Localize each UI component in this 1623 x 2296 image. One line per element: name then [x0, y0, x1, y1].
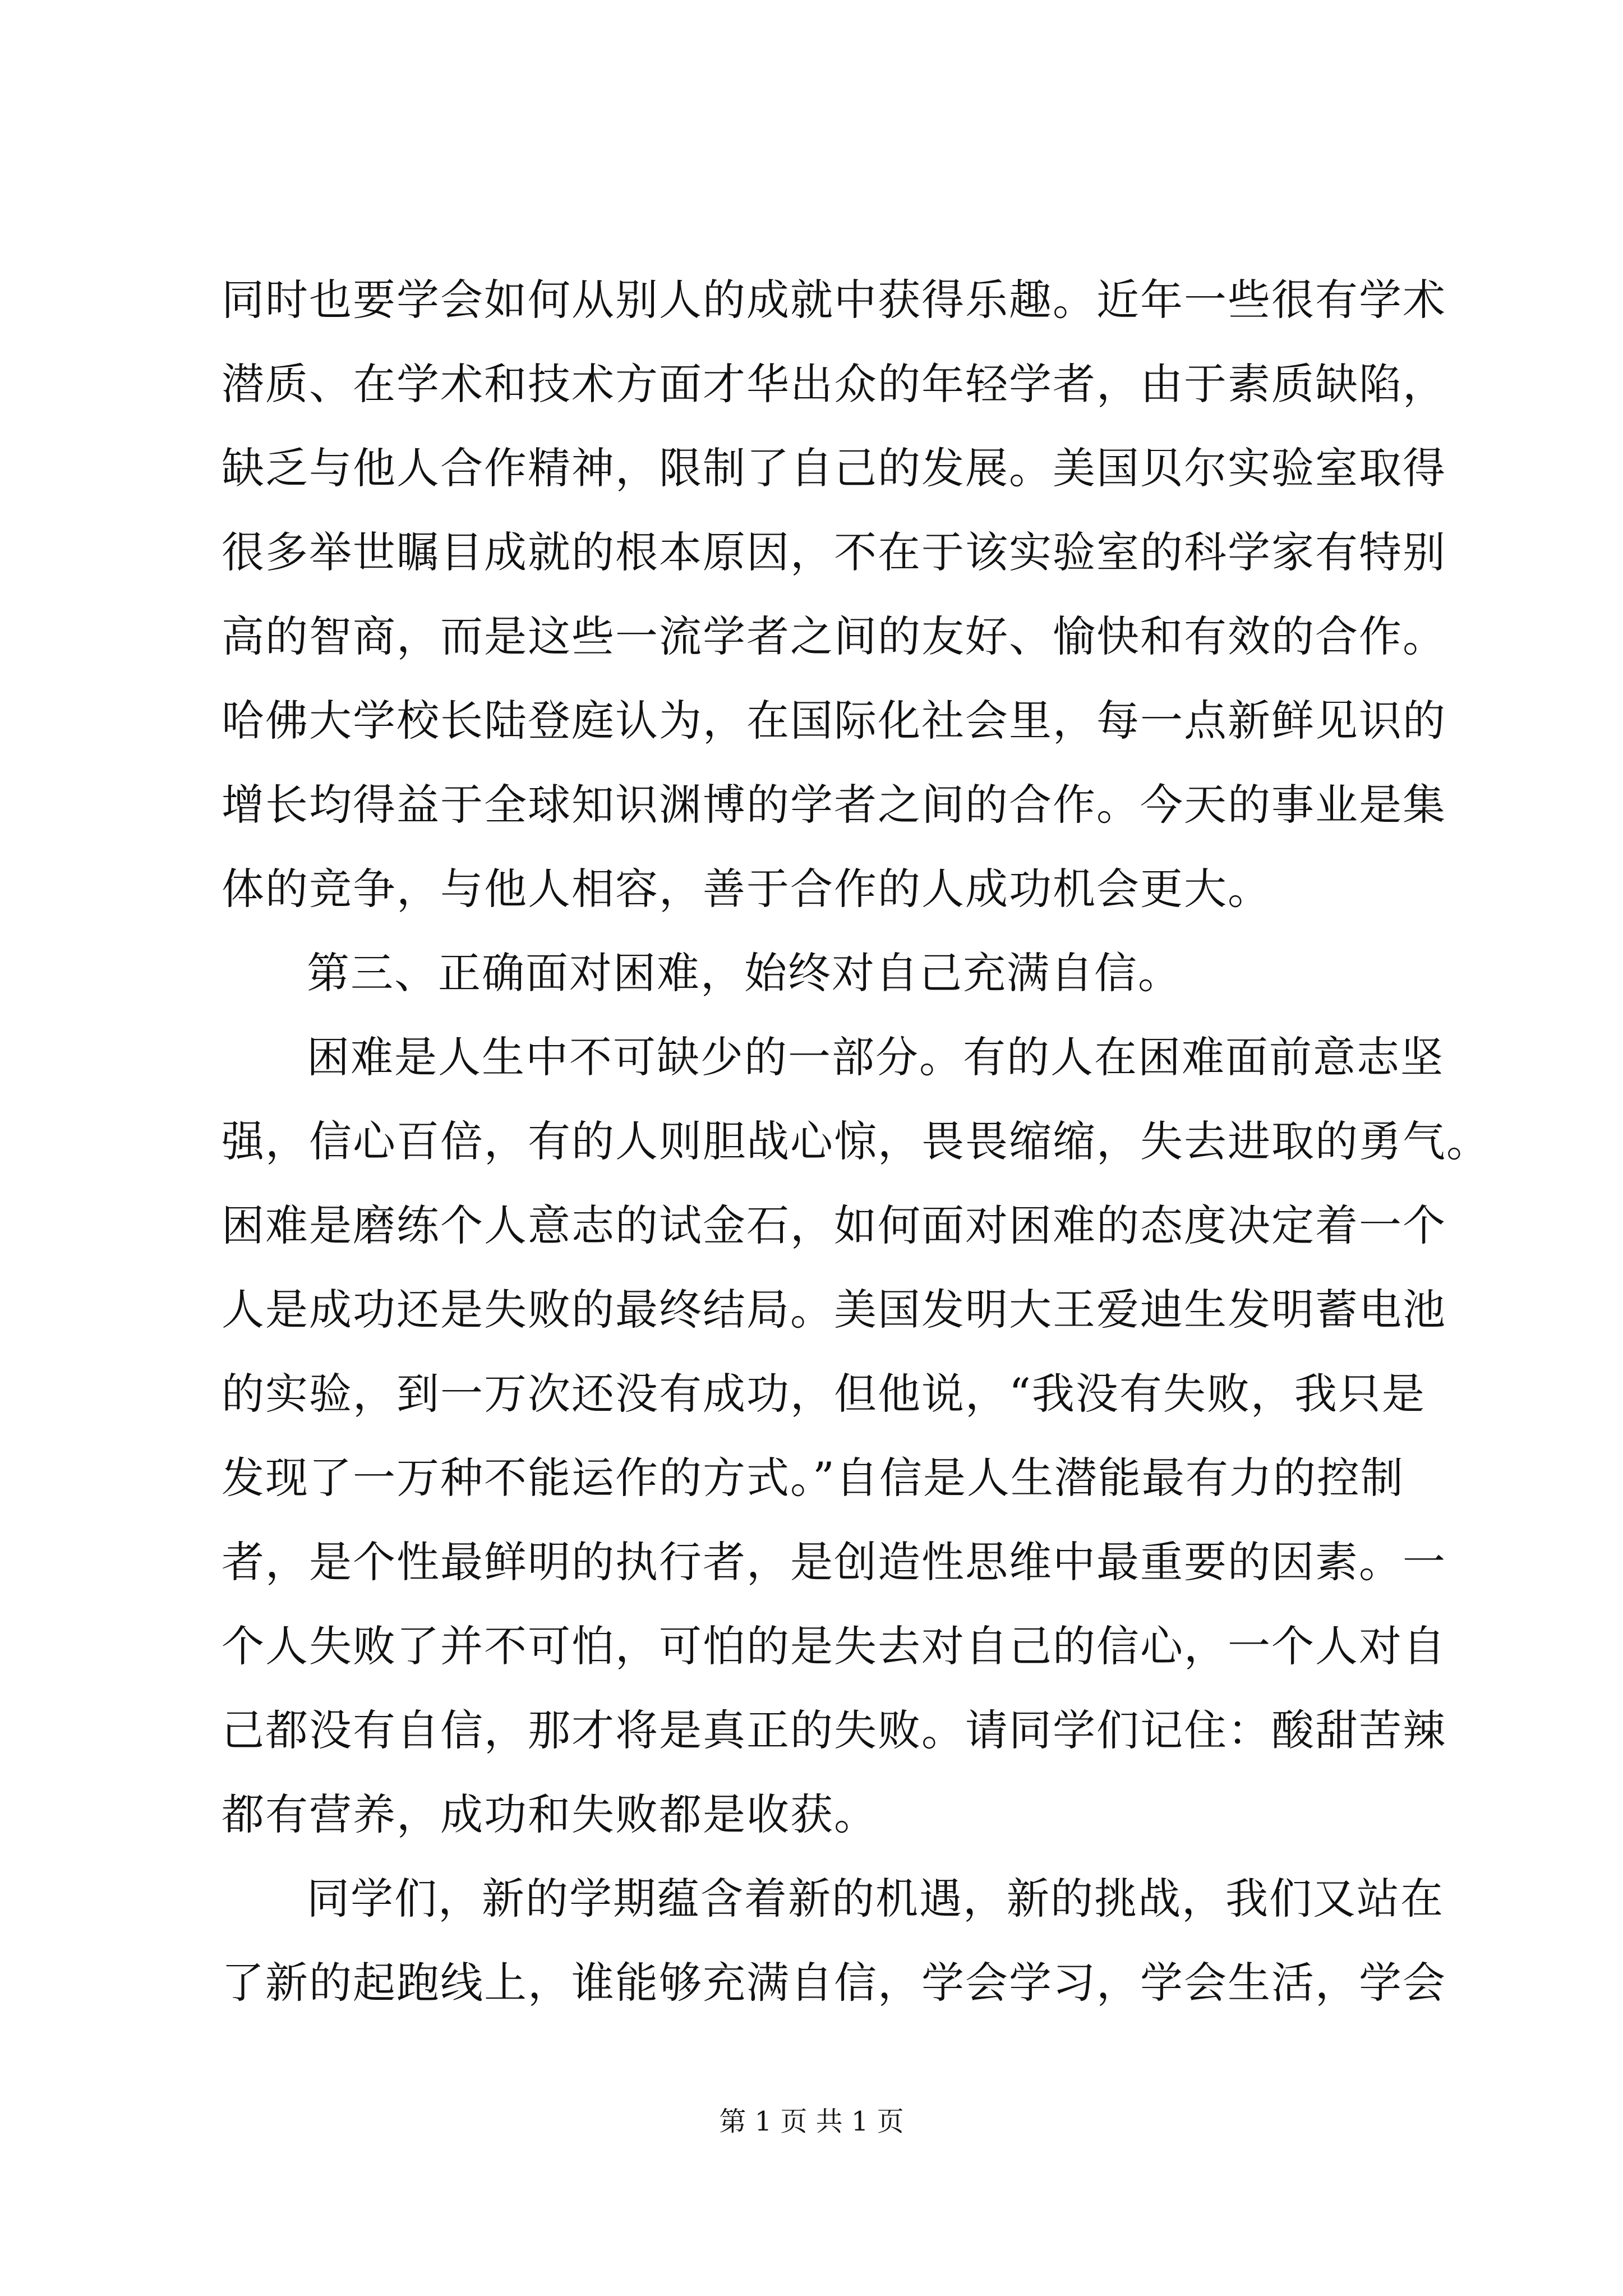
text-line: 都有营养，成功和失败都是收获。: [222, 1789, 878, 1839]
text-line: 同时也要学会如何从别人的成就中获得乐趣。近年一些很有学术: [222, 275, 1446, 325]
text-line: 哈佛大学校长陆登庭认为，在国际化社会里，每一点新鲜见识的: [222, 696, 1446, 746]
text-line: 困难是磨练个人意志的试金石，如何面对困难的态度决定着一个: [222, 1200, 1446, 1250]
paragraph-start: 困难是人生中不可缺少的一部分。有的人在困难面前意志坚: [307, 1032, 1444, 1082]
text-line: 了新的起跑线上，谁能够充满自信，学会学习，学会生活，学会: [222, 1958, 1446, 2008]
text-line: 缺乏与他人合作精神，限制了自己的发展。美国贝尔实验室取得: [222, 443, 1446, 493]
text-line: 潜质、在学术和技术方面才华出众的年轻学者，由于素质缺陷，: [222, 359, 1446, 409]
text-line: 高的智商，而是这些一流学者之间的友好、愉快和有效的合作。: [222, 611, 1446, 661]
section-heading: 第三、正确面对困难，始终对自己充满自信。: [307, 948, 1182, 998]
document-body: [222, 258, 1490, 2025]
text-line: 己都没有自信，那才将是真正的失败。请同学们记住：酸甜苦辣: [222, 1705, 1446, 1755]
text-line: 发现了一万种不能运作的方式。”自信是人生潜能最有力的控制: [222, 1453, 1404, 1503]
text-line: 很多举世瞩目成就的根本原因，不在于该实验室的科学家有特别: [222, 527, 1446, 577]
text-line: 的实验，到一万次还没有成功，但他说，“我没有失败，我只是: [222, 1369, 1426, 1419]
text-line: 者，是个性最鲜明的执行者，是创造性思维中最重要的因素。一: [222, 1537, 1446, 1587]
text-line: 体的竞争，与他人相容，善于合作的人成功机会更大。: [222, 864, 1271, 914]
text-line: 人是成功还是失败的最终结局。美国发明大王爱迪生发明蓄电池: [222, 1285, 1446, 1335]
text-line: 强，信心百倍，有的人则胆战心惊，畏畏缩缩，失去进取的勇气。: [222, 1116, 1490, 1166]
text-line: 增长均得益于全球知识渊博的学者之间的合作。今天的事业是集: [222, 780, 1446, 830]
page-footer: 第 1 页 共 1 页: [719, 2106, 904, 2137]
text-line: 个人失败了并不可怕，可怕的是失去对自己的信心，一个人对自: [222, 1621, 1446, 1671]
paragraph-start: 同学们，新的学期蕴含着新的机遇，新的挑战，我们又站在: [307, 1874, 1444, 1924]
